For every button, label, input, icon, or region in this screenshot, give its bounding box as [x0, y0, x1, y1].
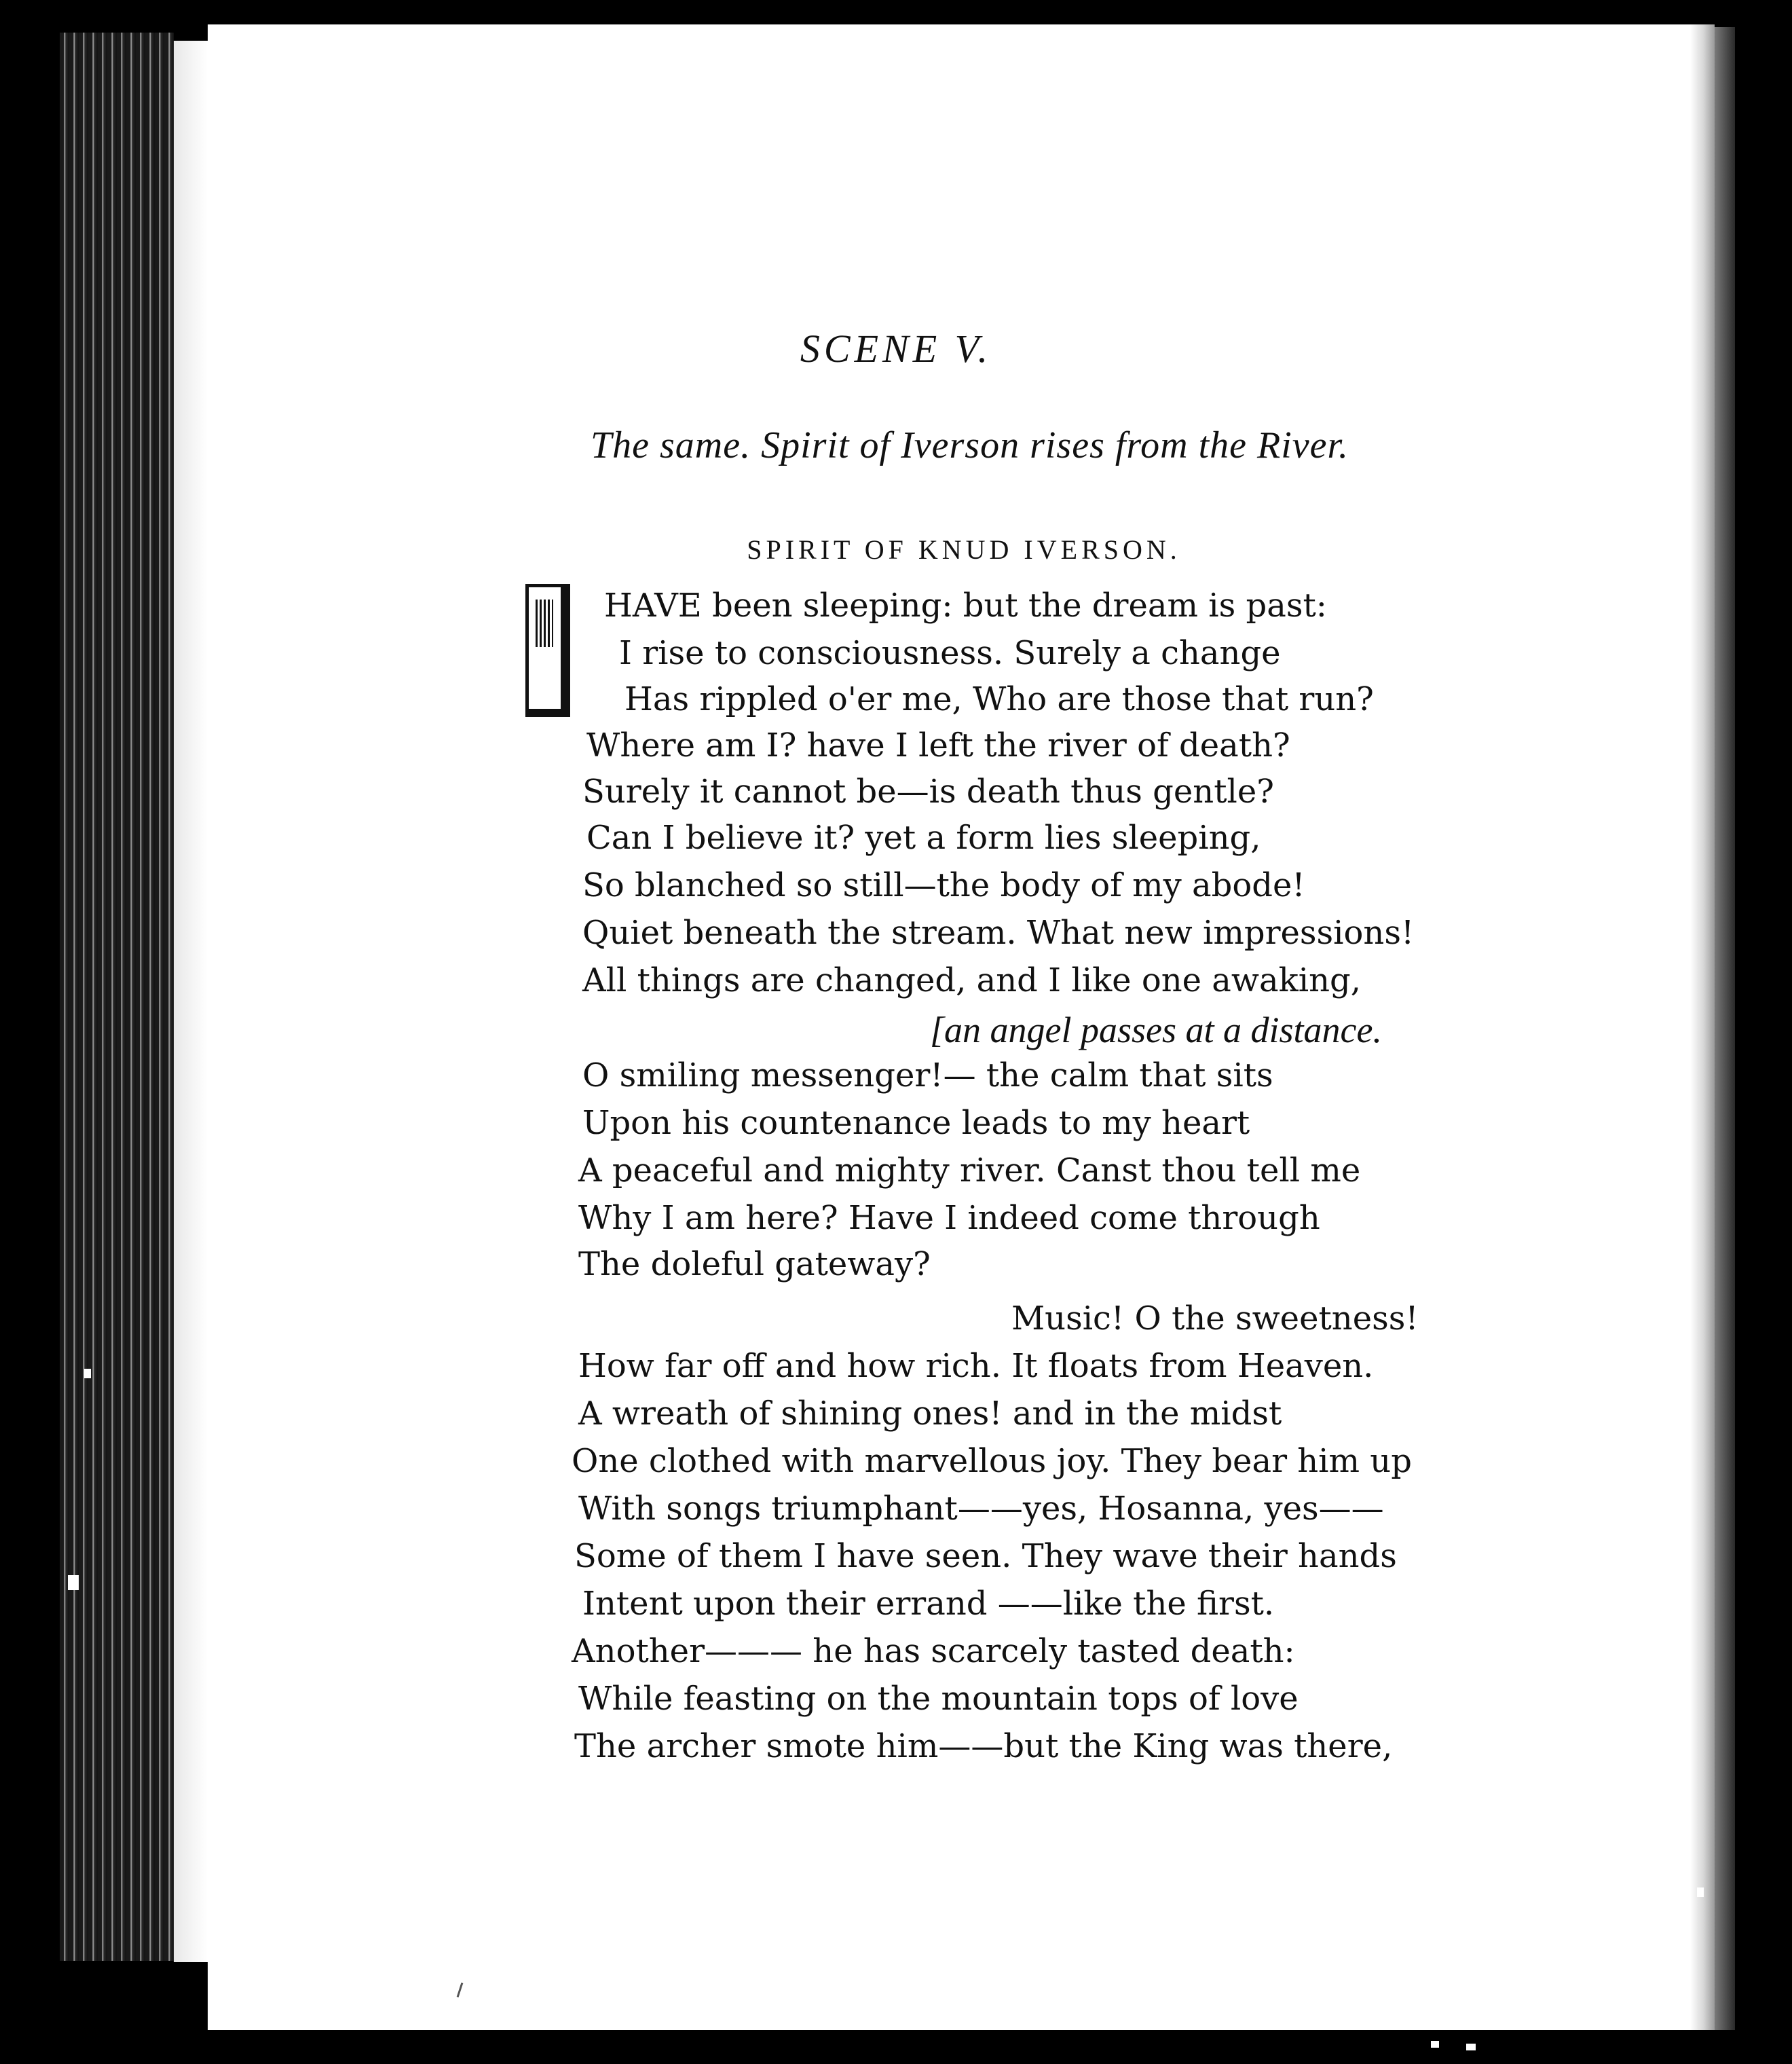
speaker-heading: SPIRIT OF KNUD IVERSON. [747, 534, 1181, 565]
stage-direction-aside: [an angel passes at a distance. [930, 1010, 1382, 1050]
verse-line: O smiling messenger!— the calm that sits [582, 1056, 1273, 1094]
verse-line: Some of them I have seen. They wave their hands [574, 1537, 1397, 1575]
verse-line: The archer smote him——but the King was there, [574, 1727, 1393, 1765]
verse-line: A wreath of shining ones! and in the midst [578, 1395, 1282, 1433]
verse-line: One clothed with marvellous joy. They bear him up [572, 1442, 1412, 1480]
verse-line: Has rippled o'er me, Who are those that run? [624, 680, 1374, 718]
verse-line: HAVE been sleeping: but the dream is past: [604, 587, 1327, 625]
verse-line: With songs triumphant——yes, Hosanna, yes—— [578, 1490, 1384, 1528]
stage-direction: The same. Spirit of Iverson rises from the River. [591, 424, 1349, 466]
verse-line: How far off and how rich. It floats from Heaven. [578, 1347, 1374, 1385]
scan-speck [68, 1575, 79, 1590]
scan-speck [84, 1369, 91, 1378]
scan-speck [1466, 2044, 1476, 2050]
verse-line: Quiet beneath the stream. What new impressions! [582, 914, 1415, 952]
verse-line: Another——— he has scarcely tasted death: [572, 1632, 1295, 1670]
verse-line: The doleful gateway? [578, 1245, 931, 1283]
scan-speck [1431, 2041, 1439, 2048]
verse-line: Music! O the sweetness! [1011, 1300, 1419, 1338]
verse-line: So blanched so still—the body of my abode! [582, 866, 1305, 904]
scan-speck [1697, 1887, 1704, 1897]
verse-line: A peaceful and mighty river. Canst thou tell me [578, 1151, 1361, 1190]
drop-cap-ornament [525, 584, 570, 717]
ink-mark [457, 1983, 464, 1997]
verse-line: All things are changed, and I like one awaking, [582, 961, 1361, 999]
verse-line: Why I am here? Have I indeed come through [578, 1199, 1320, 1237]
verse-line: Can I believe it? yet a form lies sleeping, [586, 819, 1261, 857]
verse-line: Upon his countenance leads to my heart [582, 1104, 1250, 1142]
verse-line: I rise to consciousness. Surely a change [619, 634, 1281, 672]
verse-line: Surely it cannot be—is death thus gentle? [582, 773, 1274, 811]
scene-title: SCENE V. [800, 327, 992, 371]
verse-line: Where am I? have I left the river of death? [586, 726, 1290, 764]
verse-line: Intent upon their errand ——like the first. [582, 1585, 1275, 1623]
verse-line: While feasting on the mountain tops of love [578, 1680, 1299, 1718]
